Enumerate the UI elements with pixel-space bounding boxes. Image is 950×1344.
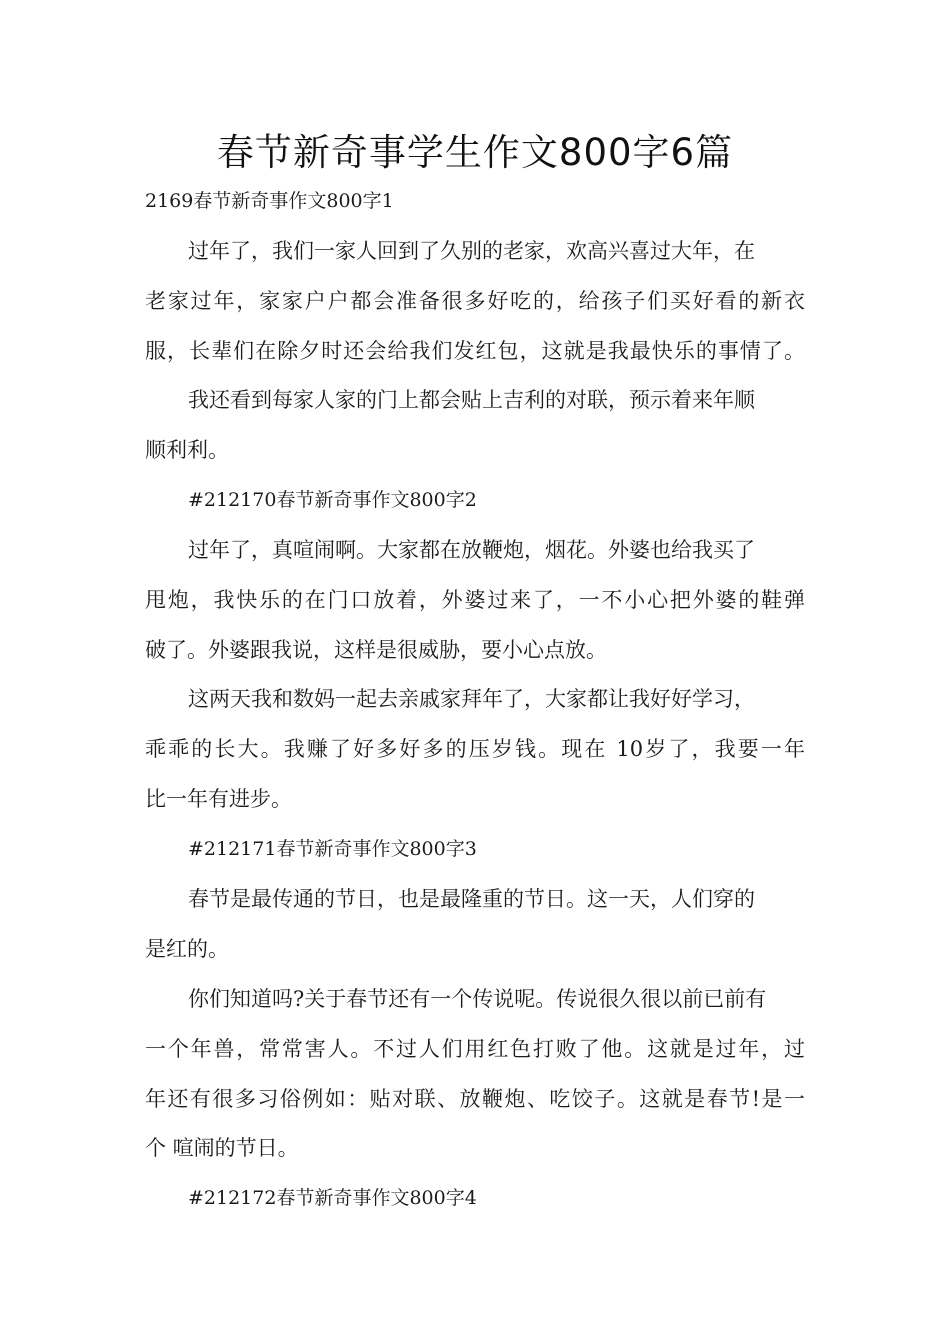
paragraph-line: 年还有很多习俗例如：贴对联、放鞭炮、吃饺子。这就是春节!是一 (145, 1087, 805, 1111)
paragraph-line: 一个年兽，常常害人。不过人们用红色打败了他。这就是过年，过 (145, 1037, 805, 1061)
paragraph-line: 过年了，真喧闹啊。大家都在放鞭炮，烟花。外婆也给我买了 (188, 538, 755, 562)
paragraph-line: 是红的。 (145, 937, 229, 961)
section-heading-1: 2169春节新奇事作文800字1 (145, 190, 394, 212)
paragraph-line: 我还看到每家人家的门上都会贴上吉利的对联，预示着来年顺 (188, 388, 755, 412)
paragraph-line: 顺利利。 (145, 438, 229, 462)
paragraph-line: 比一年有进步。 (145, 787, 292, 811)
paragraph-line: 你们知道吗?关于春节还有一个传说呢。传说很久很以前已前有 (188, 987, 767, 1011)
paragraph-line: 服，长辈们在除夕时还会给我们发红包，这就是我最快乐的事情了。 (145, 339, 805, 363)
section-heading-4: #212172春节新奇事作文800字4 (188, 1187, 477, 1209)
paragraph-line: 甩炮，我快乐的在门口放着，外婆过来了，一不小心把外婆的鞋弹 (145, 588, 805, 612)
section-heading-2: #212170春节新奇事作文800字2 (188, 489, 477, 511)
paragraph-line: 过年了，我们一家人回到了久别的老家，欢高兴喜过大年，在 (188, 239, 755, 263)
paragraph-line: 这两天我和数妈一起去亲戚家拜年了，大家都让我好好学习， (188, 687, 755, 711)
paragraph-line: 乖乖的长大。我赚了好多好多的压岁钱。现在 10岁了，我要一年 (145, 737, 805, 761)
document-title: 春节新奇事学生作文800字6篇 (216, 131, 734, 174)
paragraph-line: 个 喧闹的节日。 (145, 1136, 299, 1160)
paragraph-line: 老家过年，家家户户都会准备很多好吃的，给孩子们买好看的新衣 (145, 289, 805, 313)
paragraph-line: 春节是最传通的节日，也是最隆重的节日。这一天，人们穿的 (188, 887, 755, 911)
paragraph-line: 破了。外婆跟我说，这样是很威胁，要小心点放。 (145, 638, 607, 662)
section-heading-3: #212171春节新奇事作文800字3 (188, 838, 477, 860)
